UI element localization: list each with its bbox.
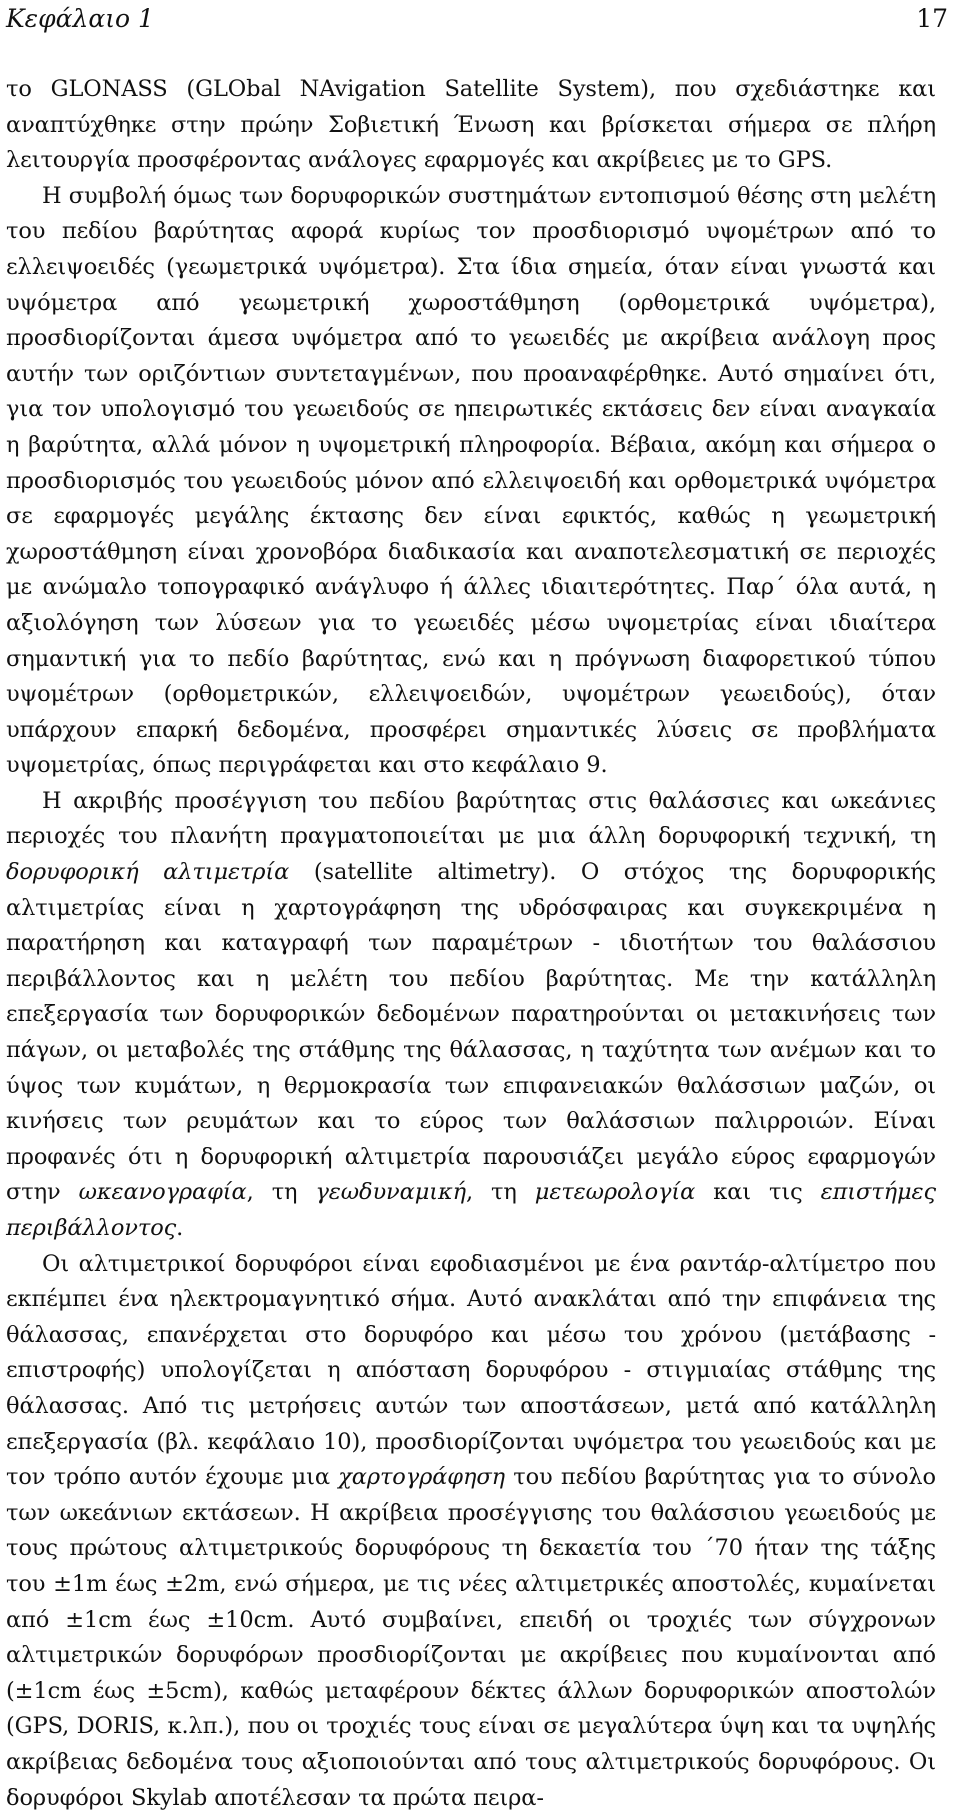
paragraph-3: [6, 784, 936, 1247]
term-satellite-altimetry: δορυφορική αλτιμετρία: [6, 859, 290, 886]
paragraph-3-text-d: , τη: [465, 1179, 535, 1206]
term-oceanography: ωκεανογραφία: [78, 1179, 247, 1206]
paragraph-3-text-c: , τη: [246, 1179, 316, 1206]
body-text: [6, 72, 936, 1816]
term-environmental-sciences: επιστήμες περιβάλλοντος: [6, 1179, 936, 1241]
term-mapping: χαρτογράφηση: [338, 1464, 505, 1491]
paragraph-1: το GLONASS (GLObal NAvigation Satellite System), που σχεδιάστηκε και αναπτύχθηκε στην πρώην Σοβιετική Ένωση και βρίσκεται σήμερα σε πλήρη λειτουργία προσφέροντας ανάλογες εφαρμογές και ακρίβειες με το GPS.: [6, 76, 936, 174]
paragraph-2: Η συμβολή όμως των δορυφορικών συστημάτων εντοπισμού θέσης στη μελέτη του πεδίου βαρύτητας αφορά κυρίως τον προσδιορισμό υψομέτρων από το ελλειψοειδές (γεωμετρικά υψόμετρα). Στα ίδια σημεία, όταν είναι γνωστά και υψόμετρα από γεωμετρική χωροστάθμηση (ορθομετρικά υψόμετρα), προσδιορίζονται άμεσα υψόμετρα από το γεωειδές με ακρίβεια ανάλογη προς αυτήν των οριζόντιων συντεταγμένων, που προαναφέρθηκε. Αυτό σημαίνει ότι, για τον υπολογισμό του γεωειδούς σε ηπειρωτικές εκτάσεις δεν είναι αναγκαία η βαρύτητα, αλλά μόνον η υψομετρική πληροφορία. Βέβαια, ακόμη και σήμερα ο προσδιορισμός του γεωειδούς μόνον από ελλειψοειδή και ορθομετρικά υψόμετρα σε εφαρμογές μεγάλης έκτασης δεν είναι εφικτός, καθώς η γεωμετρική χωροστάθμηση είναι χρονοβόρα διαδικασία και αναποτελεσματική σε περιοχές με ανώμαλο τοπογραφικό ανάγλυφο ή άλλες ιδιαιτερότητες. Παρ΄ όλα αυτά, η αξιολόγηση των λύσεων για το γεωειδές μέσω υψομετρίας είναι ιδιαίτερα σημαντική για το πεδίο βαρύτητας, ενώ και η πρόγνωση διαφορετικού τύπου υψομέτρων (ορθομετρικών, ελλειψοειδών, υψομέτρων γεωειδούς), όταν υπάρχουν επαρκή δεδομένα, προσφέρει σημαντικές λύσεις σε προβλήματα υψομετρίας, όπως περιγράφεται και στο κεφάλαιο 9.: [6, 182, 936, 779]
paragraph-3-text-e: και τις: [695, 1179, 821, 1206]
paragraph-3-text-b: (satellite altimetry). Ο στόχος της δορυφορικής αλτιμετρίας είναι η χαρτογράφηση της υδρόσφαιρας και συγκεκριμένα η παρατήρηση και καταγραφή των παραμέτρων - ιδιοτήτων του θαλάσσιου περιβάλλοντος και η μελέτη του πεδίου βαρύτητας. Με την κατάλληλη επεξεργασία των δορυφορικών δεδομένων παρατηρούνται οι μετακινήσεις των πάγων, οι μεταβολές της στάθμης της θάλασσας, η ταχύτητα των ανέμων και το ύψος των κυμάτων, η θερμοκρασία των επιφανειακών θαλάσσιων μαζών, οι κινήσεις των ρευμάτων και το εύρος των θαλάσσιων παλιρροιών. Είναι προφανές ότι η δορυφορική αλτιμετρία παρουσιάζει μεγάλο εύρος εφαρμογών στην: [6, 859, 936, 1206]
term-geodynamics: γεωδυναμική: [315, 1179, 466, 1206]
paragraph-4: [6, 1247, 936, 1816]
paragraph-3-text-f: .: [176, 1215, 184, 1241]
chapter-title: Κεφάλαιο 1: [6, 4, 154, 33]
page-number: 17: [916, 4, 948, 33]
paragraph-3-text-a: Η ακριβής προσέγγιση του πεδίου βαρύτητας στις θαλάσσιες και ωκεάνιες περιοχές του πλανήτη πραγματοποιείται με μια άλλη δορυφορική τεχνική, τη: [6, 787, 936, 850]
running-header: [6, 4, 948, 38]
term-meteorology: μετεωρολογία: [534, 1179, 696, 1206]
paragraph-4-text-a: Οι αλτιμετρικοί δορυφόροι είναι εφοδιασμένοι με ένα ραντάρ-αλτίμετρο που εκπέμπει ένα ηλεκτρομαγνητικό σήμα. Αυτό ανακλάται από την επιφάνεια της θάλασσας, επανέρχεται στο δορυφόρο και μέσω του χρόνου (μετάβασης - επιστροφής) υπολογίζεται η απόσταση δορυφόρου - στιγμιαίας στάθμης της θάλασσας. Από τις μετρήσεις αυτών των αποστάσεων, μετά από κατάλληλη επεξεργασία (βλ. κεφάλαιο 10), προσδιορίζονται υψόμετρα του γεωειδούς και με τον τρόπο αυτόν έχουμε μια: [6, 1250, 936, 1491]
paragraph-4-text-b: του πεδίου βαρύτητας για το σύνολο των ωκεάνιων εκτάσεων. Η ακρίβεια προσέγγισης του θαλάσσιου γεωειδούς με τους πρώτους αλτιμετρικούς δορυφόρους τη δεκαετία του ΄70 ήταν της τάξης του ±1m έως ±2m, ενώ σήμερα, με τις νέες αλτιμετρικές αποστολές, κυμαίνεται από ±1cm έως ±10cm. Αυτό συμβαίνει, επειδή οι τροχιές των σύγχρονων αλτιμετρικών δορυφόρων προσδιορίζονται με ακρίβειες που κυμαίνονται από (±1cm έως ±5cm), καθώς μεταφέρουν δέκτες άλλων δορυφορικών αποστολών (GPS, DORIS, κ.λπ.), που οι τροχιές τους είναι σε μεγαλύτερα ύψη και τα υψηλής ακρίβειας δεδομένα τους αξιοποιούνται από τους αλτιμετρικούς δορυφόρους. Οι δορυφόροι Skylab αποτέλεσαν τα πρώτα πειρα-: [6, 1464, 936, 1811]
